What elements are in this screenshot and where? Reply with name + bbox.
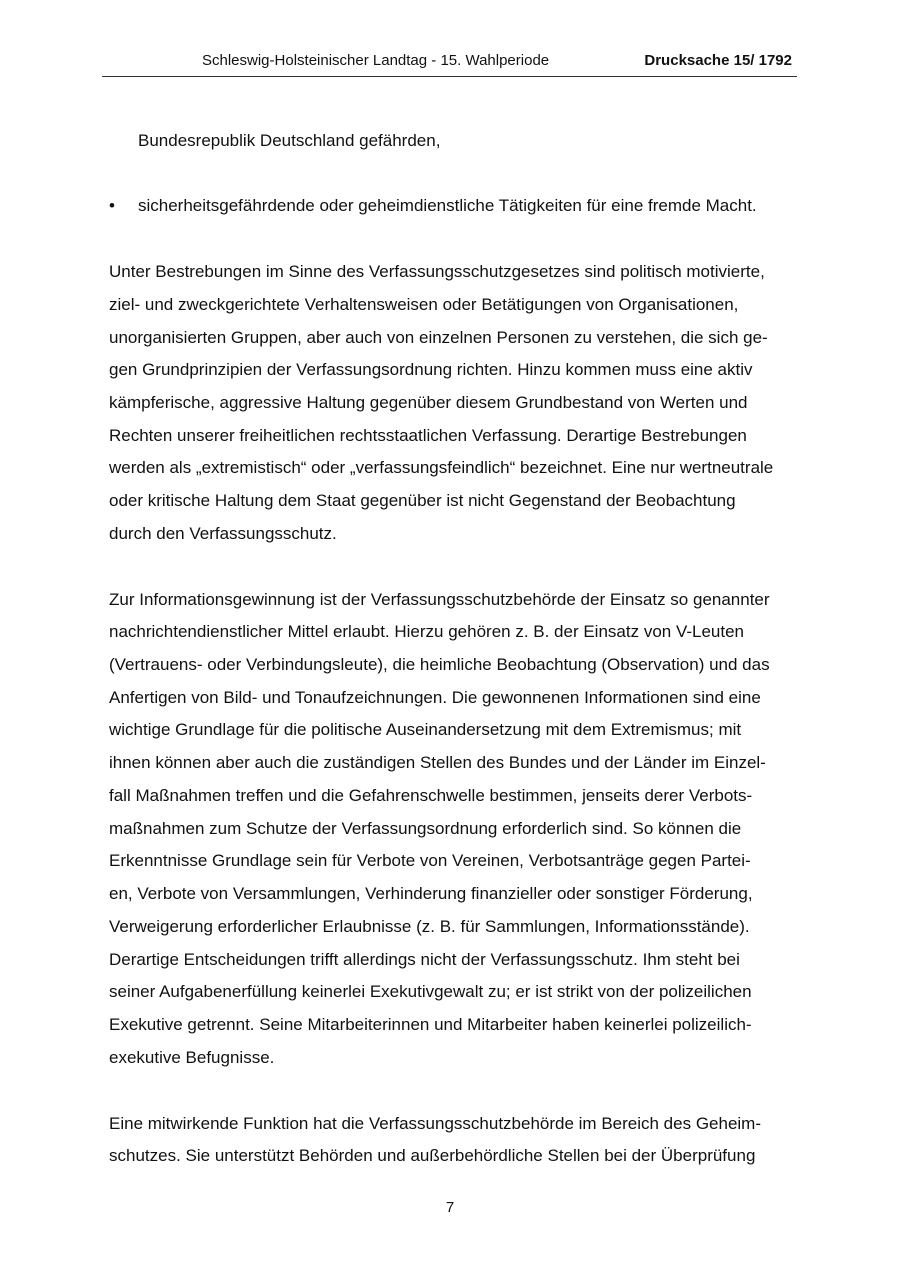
text-line: wichtige Grundlage für die politische Auseinandersetzung mit dem Extremismus; mit <box>109 720 742 739</box>
text-line: kämpferische, aggressive Haltung gegenüber diesem Grundbestand von Werten und <box>109 393 748 412</box>
text-line: oder kritische Haltung dem Staat gegenüber ist nicht Gegenstand der Beobachtung <box>109 491 736 510</box>
text-line: maßnahmen zum Schutze der Verfassungsordnung erforderlich sind. So können die <box>109 819 742 838</box>
text-line: (Vertrauens- oder Verbindungsleute), die heimliche Beobachtung (Observation) und das <box>109 655 770 674</box>
text-line: Derartige Entscheidungen trifft allerdings nicht der Verfassungsschutz. Ihm steht bei <box>109 950 740 969</box>
text-line: durch den Verfassungsschutz. <box>109 524 337 543</box>
text-line: Erkenntnisse Grundlage sein für Verbote von Vereinen, Verbotsanträge gegen Partei- <box>109 851 751 870</box>
text-line: en, Verbote von Versammlungen, Verhinderung finanzieller oder sonstiger Förderung, <box>109 884 753 903</box>
text-line: Unter Bestrebungen im Sinne des Verfassungsschutzgesetzes sind politisch motivierte, <box>109 262 765 281</box>
text-line: nachrichtendienstlicher Mittel erlaubt. Hierzu gehören z. B. der Einsatz von V-Leuten <box>109 622 745 641</box>
text-line: Anfertigen von Bild- und Tonaufzeichnungen. Die gewonnenen Informationen sind eine <box>109 688 761 707</box>
page-header <box>102 52 797 77</box>
document-number: Drucksache 15/ 1792 <box>644 52 792 69</box>
text-line: gen Grundprinzipien der Verfassungsordnung richten. Hinzu kommen muss eine aktiv <box>109 360 753 379</box>
text-line: Exekutive getrennt. Seine Mitarbeiterinnen und Mitarbeiter haben keinerlei polizeilich- <box>109 1015 752 1034</box>
bullet-item-text: sicherheitsgefährdende oder geheimdienstliche Tätigkeiten für eine fremde Macht. <box>138 196 757 215</box>
text-line: Rechten unserer freiheitlichen rechtsstaatlichen Verfassung. Derartige Bestrebungen <box>109 426 747 445</box>
text-line: seiner Aufgabenerfüllung keinerlei Exekutivgewalt zu; er ist strikt von der polizeilichen <box>109 982 752 1001</box>
text-line: schutzes. Sie unterstützt Behörden und außerbehördliche Stellen bei der Überprüfung <box>109 1146 756 1165</box>
continuation-line: Bundesrepublik Deutschland gefährden, <box>138 131 441 150</box>
text-line: exekutive Befugnisse. <box>109 1048 275 1067</box>
text-line: fall Maßnahmen treffen und die Gefahrenschwelle bestimmen, jenseits derer Verbots- <box>109 786 753 805</box>
text-line: ihnen können aber auch die zuständigen Stellen des Bundes und der Länder im Einzel- <box>109 753 766 772</box>
page-number: 7 <box>445 1199 455 1216</box>
text-line: ziel- und zweckgerichtete Verhaltensweisen oder Betätigungen von Organisationen, <box>109 295 739 314</box>
text-line: Zur Informationsgewinnung ist der Verfassungsschutzbehörde der Einsatz so genannter <box>109 590 770 609</box>
text-line: Eine mitwirkende Funktion hat die Verfassungsschutzbehörde im Bereich des Geheim- <box>109 1114 762 1133</box>
header-title: Schleswig-Holsteinischer Landtag - 15. Wahlperiode <box>202 52 550 69</box>
text-line: Verweigerung erforderlicher Erlaubnisse (z. B. für Sammlungen, Informationsstände). <box>109 917 750 936</box>
text-line: unorganisierten Gruppen, aber auch von einzelnen Personen zu verstehen, die sich ge- <box>109 328 768 347</box>
text-line: werden als „extremistisch“ oder „verfassungsfeindlich“ bezeichnet. Eine nur wertneutrale <box>109 458 774 477</box>
bullet-icon: • <box>109 196 115 215</box>
